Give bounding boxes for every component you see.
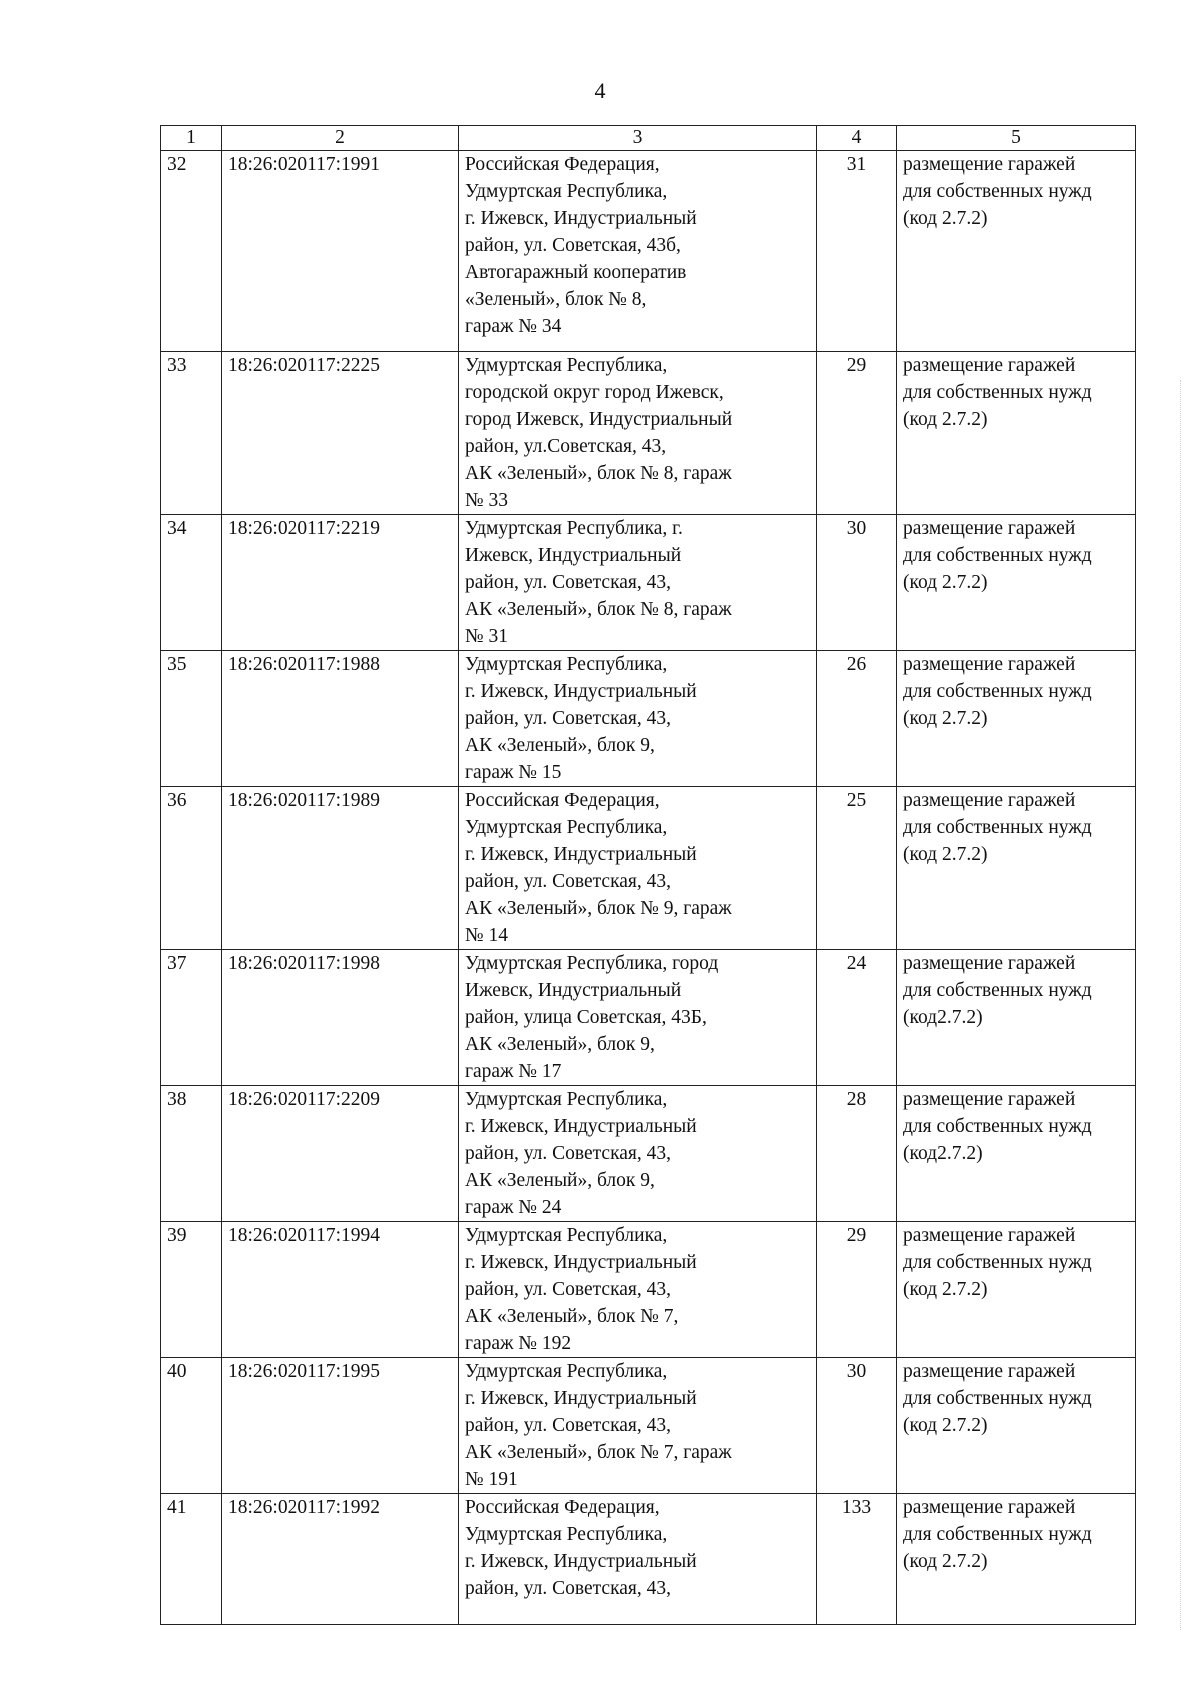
cadastral-number: 18:26:020117:1992 (222, 1494, 459, 1625)
permitted-use: размещение гаражей для собственных нужд (код 2.7.2) (897, 787, 1136, 950)
table-row (161, 151, 1136, 352)
address: Удмуртская Республика, г. Ижевск, Индустриальный район, ул. Советская, 43, АК «Зеленый», блок 9, гараж № 15 (459, 651, 817, 787)
area-value: 24 (817, 950, 897, 1086)
cadastral-number: 18:26:020117:2225 (222, 352, 459, 515)
cadastral-number: 18:26:020117:1991 (222, 151, 459, 352)
row-number: 41 (161, 1494, 222, 1625)
table-row (161, 1494, 1136, 1625)
page-number: 4 (594, 78, 606, 103)
header-col-5: 5 (897, 126, 1136, 151)
area-value: 31 (817, 151, 897, 352)
address: Удмуртская Республика, городской округ город Ижевск, город Ижевск, Индустриальный район, ул.Советская, 43, АК «Зеленый», блок № 8, гараж № 33 (459, 352, 817, 515)
area-value: 133 (817, 1494, 897, 1625)
header-col-3: 3 (459, 126, 817, 151)
table-row (161, 515, 1136, 651)
cadastral-number: 18:26:020117:1994 (222, 1222, 459, 1358)
permitted-use: размещение гаражей для собственных нужд (код 2.7.2) (897, 1358, 1136, 1494)
header-col-4: 4 (817, 126, 897, 151)
header-col-2: 2 (222, 126, 459, 151)
table-body (161, 151, 1136, 1625)
cadastral-number: 18:26:020117:1989 (222, 787, 459, 950)
cadastral-number: 18:26:020117:1998 (222, 950, 459, 1086)
permitted-use: размещение гаражей для собственных нужд (код2.7.2) (897, 1086, 1136, 1222)
permitted-use: размещение гаражей для собственных нужд (код 2.7.2) (897, 1222, 1136, 1358)
row-number: 35 (161, 651, 222, 787)
area-value: 25 (817, 787, 897, 950)
table-row (161, 1358, 1136, 1494)
scan-edge-marks (1180, 380, 1183, 1630)
address: Российская Федерация, Удмуртская Республика, г. Ижевск, Индустриальный район, ул. Советская, 43, (459, 1494, 817, 1625)
address: Удмуртская Республика, г. Ижевск, Индустриальный район, ул. Советская, 43, АК «Зеленый», блок № 7, гараж № 191 (459, 1358, 817, 1494)
area-value: 30 (817, 515, 897, 651)
cadastral-number: 18:26:020117:1988 (222, 651, 459, 787)
permitted-use: размещение гаражей для собственных нужд (код 2.7.2) (897, 515, 1136, 651)
address: Российская Федерация, Удмуртская Республика, г. Ижевск, Индустриальный район, ул. Советская, 43, АК «Зеленый», блок № 9, гараж № 14 (459, 787, 817, 950)
area-value: 26 (817, 651, 897, 787)
row-number: 33 (161, 352, 222, 515)
address: Удмуртская Республика, г. Ижевск, Индустриальный район, ул. Советская, 43, АК «Зеленый», блок № 7, гараж № 192 (459, 1222, 817, 1358)
permitted-use: размещение гаражей для собственных нужд (код 2.7.2) (897, 352, 1136, 515)
table-row (161, 1086, 1136, 1222)
row-number: 36 (161, 787, 222, 950)
address: Удмуртская Республика, город Ижевск, Индустриальный район, улица Советская, 43Б, АК «Зеленый», блок 9, гараж № 17 (459, 950, 817, 1086)
area-value: 29 (817, 1222, 897, 1358)
parcel-table (160, 125, 1136, 1625)
table-row (161, 787, 1136, 950)
address: Российская Федерация, Удмуртская Республика, г. Ижевск, Индустриальный район, ул. Советская, 43б, Автогаражный кооператив «Зеленый», блок № 8, гараж № 34 (459, 151, 817, 352)
row-number: 39 (161, 1222, 222, 1358)
cadastral-number: 18:26:020117:1995 (222, 1358, 459, 1494)
address: Удмуртская Республика, г. Ижевск, Индустриальный район, ул. Советская, 43, АК «Зеленый», блок 9, гараж № 24 (459, 1086, 817, 1222)
table-row (161, 651, 1136, 787)
table-row (161, 1222, 1136, 1358)
table-header-row (161, 126, 1136, 151)
address: Удмуртская Республика, г. Ижевск, Индустриальный район, ул. Советская, 43, АК «Зеленый», блок № 8, гараж № 31 (459, 515, 817, 651)
row-number: 34 (161, 515, 222, 651)
area-value: 28 (817, 1086, 897, 1222)
area-value: 30 (817, 1358, 897, 1494)
row-number: 37 (161, 950, 222, 1086)
area-value: 29 (817, 352, 897, 515)
row-number: 40 (161, 1358, 222, 1494)
permitted-use: размещение гаражей для собственных нужд (код2.7.2) (897, 950, 1136, 1086)
permitted-use: размещение гаражей для собственных нужд (код 2.7.2) (897, 651, 1136, 787)
table-row (161, 950, 1136, 1086)
cadastral-number: 18:26:020117:2209 (222, 1086, 459, 1222)
permitted-use: размещение гаражей для собственных нужд (код 2.7.2) (897, 151, 1136, 352)
row-number: 32 (161, 151, 222, 352)
table-row (161, 352, 1136, 515)
row-number: 38 (161, 1086, 222, 1222)
header-col-1: 1 (161, 126, 222, 151)
permitted-use: размещение гаражей для собственных нужд (код 2.7.2) (897, 1494, 1136, 1625)
cadastral-number: 18:26:020117:2219 (222, 515, 459, 651)
